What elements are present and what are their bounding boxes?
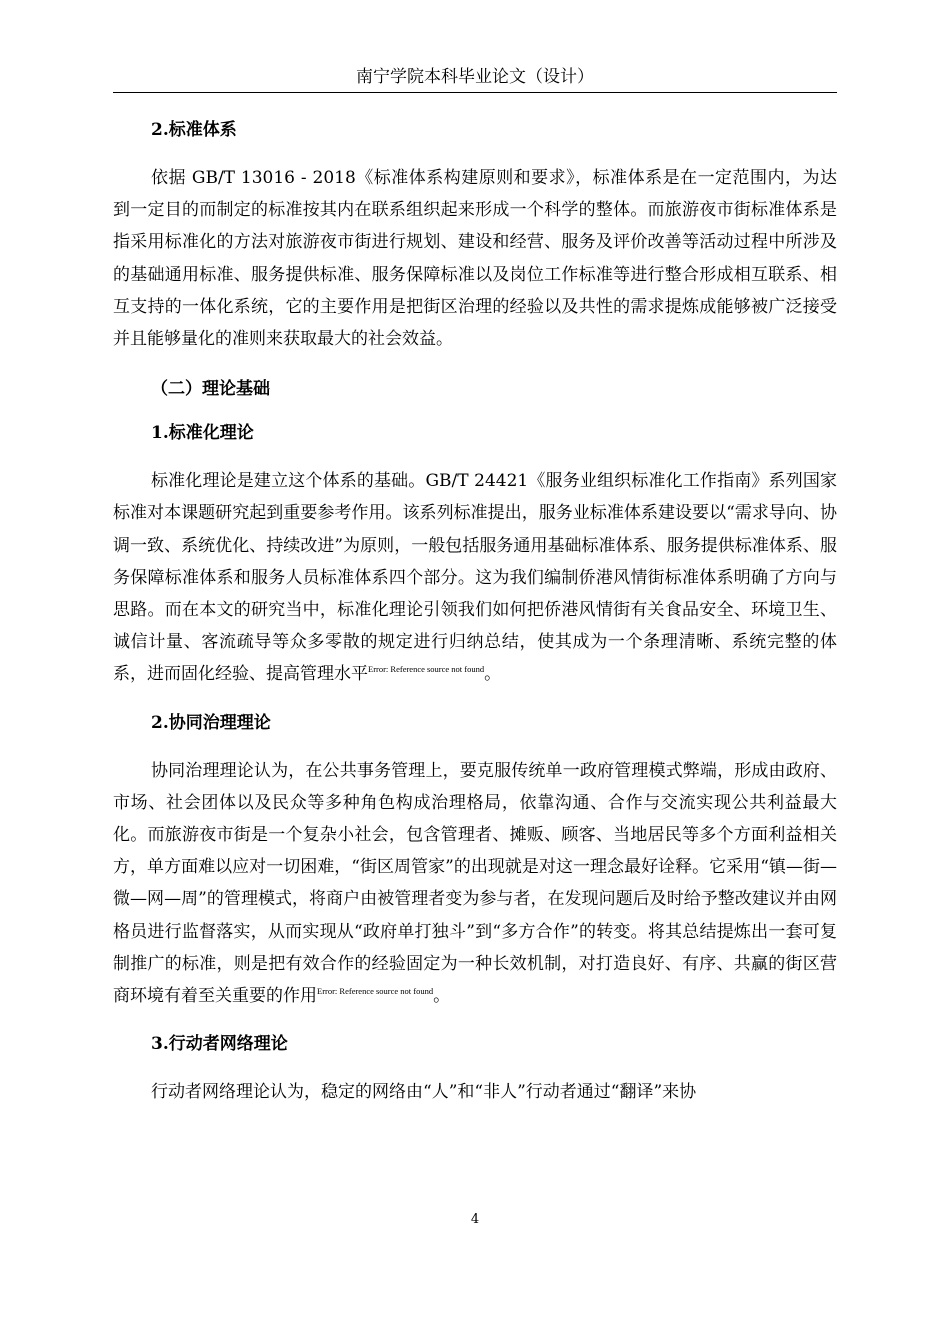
paragraph-standardization-end: 。: [484, 664, 502, 685]
paragraph-standardization-text: 标准化理论是建立这个体系的基础。GB/T 24421《服务业组织标准化工作指南》系列国家标准对本课题研究起到重要参考作用。该系列标准提出，服务业标准体系建设要以“需求导向、协调一致、系统优化、持续改进”为原则，一般包括服务通用基础标准体系、服务提供标准体系、服务保障标准体系和服务人员标准体系四个部分。这为我们编制侨港风情街标准体系明确了方向与思路。而在本文的研究当中，标准化理论引领我们如何把侨港风情街有关食品安全、环境卫生、诚信计量、客流疏导等众多零散的规定进行归纳总结，使其成为一个条理清晰、系统完整的体系，进而固化经验、提高管理水平: [113, 471, 837, 685]
paragraph-collaborative-end: 。: [433, 986, 451, 1007]
reference-error-1: Error: Reference source not found: [368, 664, 485, 675]
paragraph-standardization-theory: [113, 465, 837, 690]
paragraph-actor-network: 行动者网络理论认为，稳定的网络由“人”和“非人”行动者通过“翻译”来协: [151, 1082, 697, 1103]
paragraph-standard-system: 依据 GB/T 13016 - 2018《标准体系构建原则和要求》，标准体系是在一定范围内，为达到一定目的而制定的标准按其内在联系组织起来形成一个科学的整体。而旅游夜市街标准体系是指采用标准化的方法对旅游夜市街进行规划、建设和经营、服务及评价改善等活动过程中所涉及的基础通用标准、服务提供标准、服务保障标准以及岗位工作标准等进行整合形成相互联系、相互支持的一体化系统，它的主要作用是把街区治理的经验以及共性的需求提炼成能够被广泛接受并且能够量化的准则来获取最大的社会效益。: [113, 168, 837, 350]
heading-standard-system: 2.标准体系: [151, 120, 237, 140]
page-number: 4: [470, 1212, 480, 1227]
heading-actor-network: 3.行动者网络理论: [151, 1034, 288, 1055]
paragraph-collaborative-text: 协同治理理论认为，在公共事务管理上，要克服传统单一政府管理模式弊端，形成由政府、市场、社会团体以及民众等多种角色构成治理格局，依靠沟通、合作与交流实现公共利益最大化。而旅游夜市街是一个复杂小社会，包含管理者、摊贩、顾客、当地居民等多个方面利益相关方，单方面难以应对一切困难，“街区周管家”的出现就是对这一理念最好诠释。它采用“镇—街—微—网—周”的管理模式，将商户由被管理者变为参与者，在发现问题后及时给予整改建议并由网格员进行监督落实，从而实现从“政府单打独斗”到“多方合作”的转变。将其总结提炼出一套可复制推广的标准，则是把有效合作的经验固定为一种长效机制，对打造良好、有序、共赢的街区营商环境有着至关重要的作用: [113, 760, 837, 1007]
heading-standardization-theory: 1.标准化理论: [151, 423, 254, 444]
heading-collaborative-governance: 2.协同治理理论: [151, 712, 271, 733]
paragraph-collaborative-governance: [113, 755, 837, 1013]
page-header: 南宁学院本科毕业论文（设计）: [113, 64, 837, 93]
heading-theory-basis: （二）理论基础: [151, 379, 270, 400]
page-content: [113, 118, 837, 1118]
reference-error-2: Error: Reference source not found: [317, 986, 434, 997]
